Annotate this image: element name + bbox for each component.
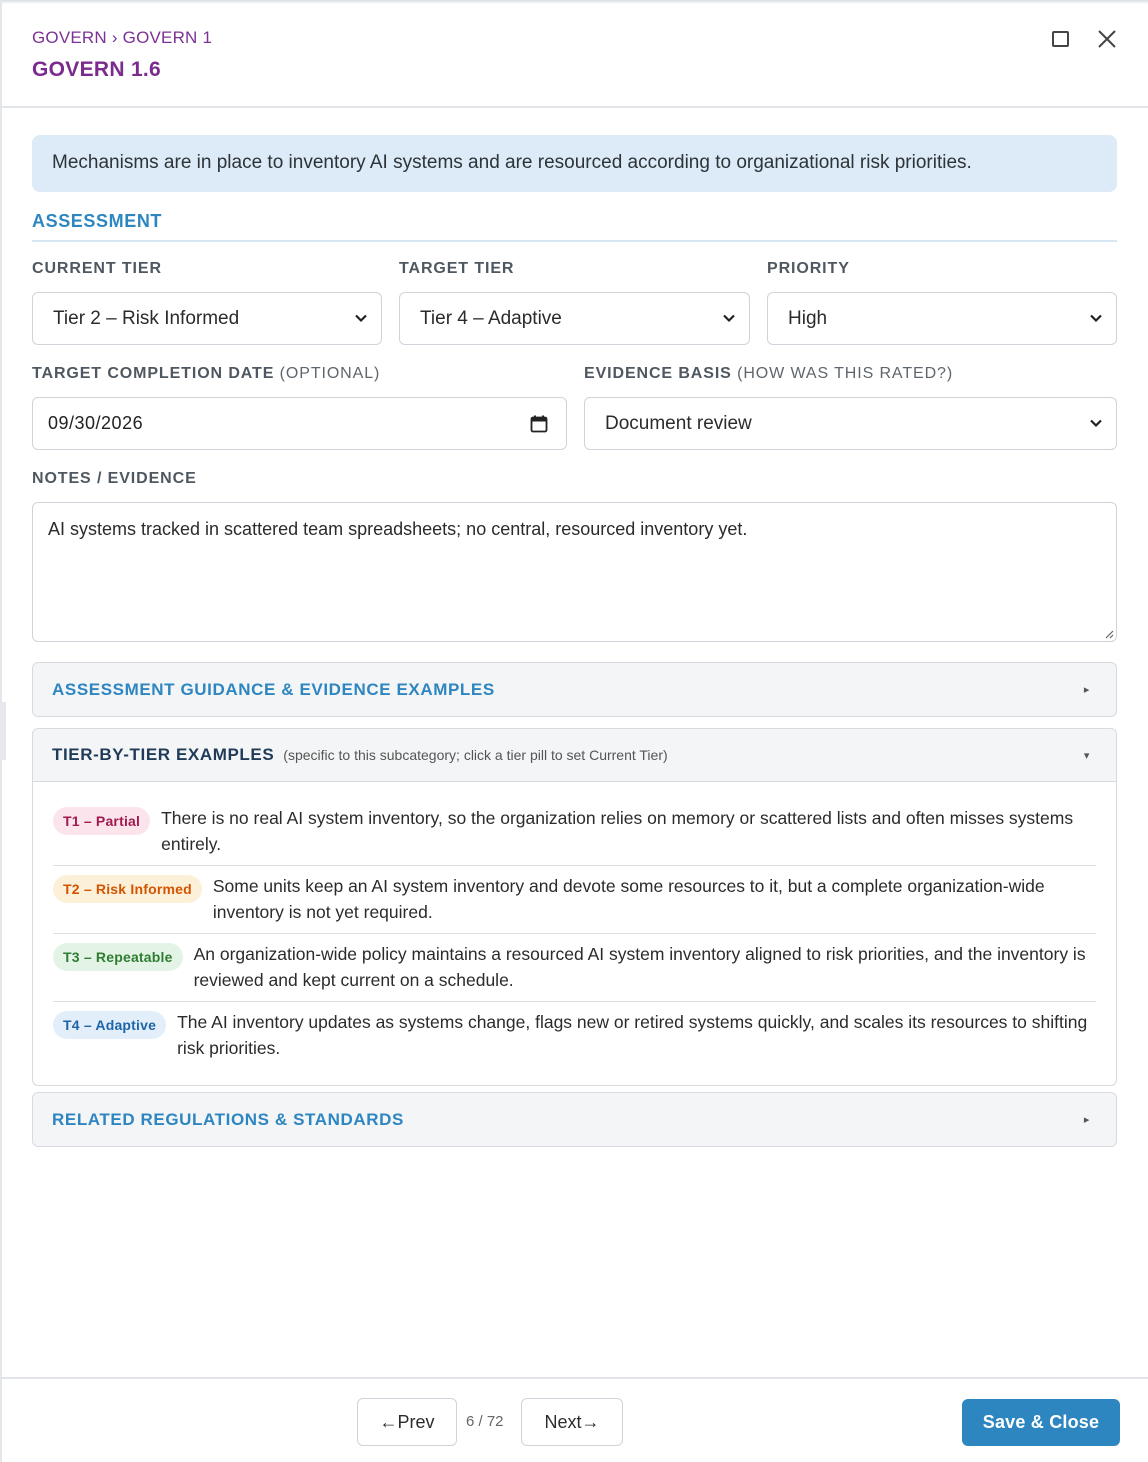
tier-examples-hint: (specific to this subcategory; click a tier pill to set Current Tier) [283, 747, 668, 763]
save-close-button[interactable]: Save & Close [962, 1399, 1120, 1446]
expand-arrow-icon: ▸ [1083, 1114, 1090, 1126]
subcategory-description: Mechanisms are in place to inventory AI systems and are resourced according to organizational risk priorities. [32, 135, 1117, 192]
expand-arrow-icon: ▸ [1083, 684, 1090, 696]
assessment-heading: ASSESSMENT [32, 211, 1117, 242]
tier-pill-t1[interactable]: T1 – Partial [53, 807, 150, 835]
notes-label: NOTES / EVIDENCE [32, 470, 197, 487]
tier-row [53, 934, 1096, 1002]
page-title: GOVERN 1.6 [32, 58, 162, 81]
tier-examples-header[interactable] [33, 729, 1116, 782]
tier-pill-t3[interactable]: T3 – Repeatable [53, 943, 183, 971]
guidance-accordion-title: ASSESSMENT GUIDANCE & EVIDENCE EXAMPLES [52, 679, 495, 699]
resize-handle[interactable] [0, 702, 6, 760]
guidance-accordion[interactable] [32, 662, 1117, 717]
guidance-accordion-header[interactable] [33, 663, 1116, 716]
prev-button[interactable]: ←Prev [357, 1398, 457, 1446]
page-counter: 6 / 72 [466, 1413, 504, 1430]
modal-footer [0, 1377, 1148, 1462]
close-icon[interactable] [1096, 28, 1118, 50]
target-tier-select[interactable] [399, 292, 750, 345]
modal-header [0, 0, 1148, 108]
tier-row [53, 798, 1096, 866]
tier-examples-accordion [32, 728, 1117, 1086]
next-button[interactable]: Next→ [521, 1398, 623, 1446]
target-date-label-text: TARGET COMPLETION DATE [32, 365, 275, 382]
breadcrumb [32, 28, 212, 48]
evidence-basis-label [584, 365, 953, 383]
resize-grip-icon[interactable] [1104, 629, 1114, 639]
evidence-basis-value: Document review [605, 412, 752, 434]
tier-examples-title: TIER-BY-TIER EXAMPLES [52, 745, 275, 764]
maximize-icon[interactable] [1052, 31, 1069, 47]
target-date-label [32, 365, 380, 383]
tier-description: Some units keep an AI system inventory and devote some resources to it, but a complete organization-wide inventory is not yet required. [212, 876, 1045, 922]
current-tier-select[interactable] [32, 292, 382, 345]
target-date-input[interactable] [32, 397, 567, 450]
tier-pill-t4[interactable]: T4 – Adaptive [53, 1011, 166, 1039]
tier-pill-t2[interactable]: T2 – Risk Informed [53, 875, 202, 903]
breadcrumb-govern-1[interactable]: GOVERN 1 [122, 28, 213, 47]
regulations-accordion-title: RELATED REGULATIONS & STANDARDS [52, 1109, 404, 1129]
notes-value: AI systems tracked in scattered team spreadsheets; no central, resourced inventory yet. [48, 519, 748, 539]
tier-description: There is no real AI system inventory, so the organization relies on memory or scattered lists and often misses systems entirely. [161, 808, 1074, 854]
current-tier-value: Tier 2 – Risk Informed [53, 307, 240, 329]
tier-description: An organization-wide policy maintains a resourced AI system inventory aligned to risk priorities, and the inventory is reviewed and kept current on a schedule. [193, 944, 1086, 990]
target-tier-label: TARGET TIER [399, 260, 515, 277]
chevron-down-icon [353, 310, 369, 326]
target-date-optional: (OPTIONAL) [279, 365, 381, 382]
tier-row [53, 1002, 1096, 1069]
tier-row [53, 866, 1096, 934]
evidence-basis-label-text: EVIDENCE BASIS [584, 365, 732, 382]
priority-value: High [788, 307, 828, 329]
priority-select[interactable] [767, 292, 1117, 345]
chevron-down-icon [1088, 415, 1104, 431]
target-date-value: 09/30/2026 [48, 413, 144, 433]
regulations-accordion-header[interactable] [33, 1093, 1116, 1146]
calendar-icon[interactable] [530, 415, 548, 433]
evidence-basis-select[interactable] [584, 397, 1117, 450]
tier-description: The AI inventory updates as systems change, flags new or retired systems quickly, and scales its resources to shifting risk priorities. [177, 1012, 1088, 1058]
breadcrumb-govern[interactable]: GOVERN [32, 28, 107, 47]
tier-examples-list [33, 782, 1116, 1085]
breadcrumb-separator: › [111, 28, 118, 47]
regulations-accordion[interactable] [32, 1092, 1117, 1147]
notes-textarea[interactable] [32, 502, 1117, 642]
evidence-basis-hint: (HOW WAS THIS RATED?) [737, 365, 954, 382]
priority-label: PRIORITY [767, 260, 850, 277]
current-tier-label: CURRENT TIER [32, 260, 162, 277]
chevron-down-icon [721, 310, 737, 326]
target-tier-value: Tier 4 – Adaptive [420, 307, 562, 329]
chevron-down-icon [1088, 310, 1104, 326]
collapse-arrow-icon: ▾ [1083, 750, 1090, 762]
